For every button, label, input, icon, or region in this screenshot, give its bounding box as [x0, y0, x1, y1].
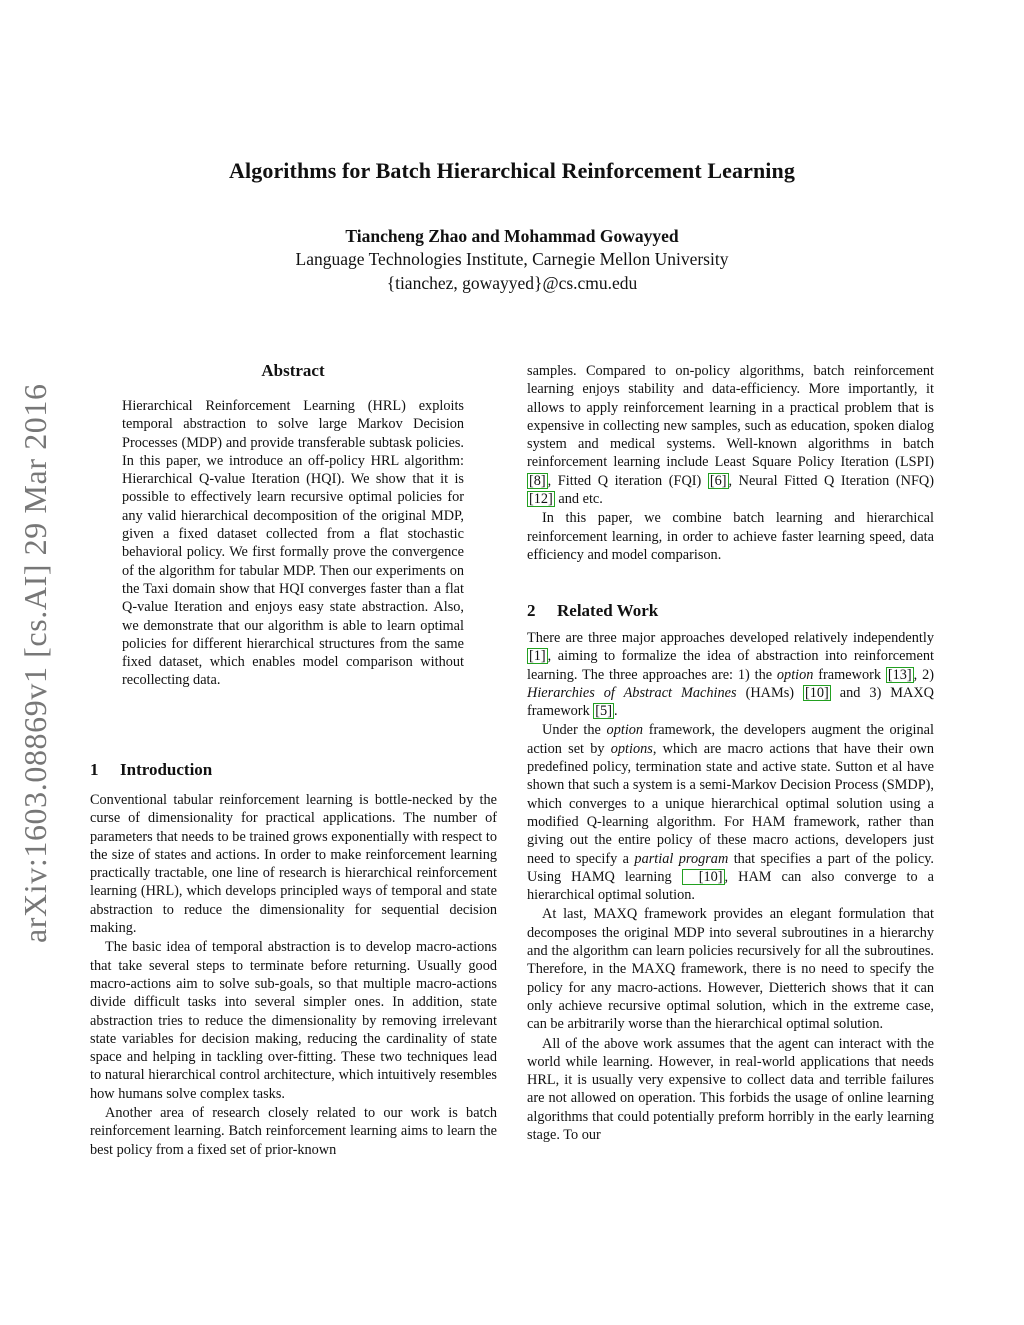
citation-link[interactable]: [13]	[887, 666, 912, 683]
intro-paragraph-3: Another area of research closely related to our work is batch reinforcement learning. Batch reinforcement learning aims to learn the best policy from a fixed set of prior-known	[90, 1105, 497, 1158]
section-2-title: Related Work	[557, 601, 659, 620]
right-paragraph-1	[527, 362, 934, 508]
rw-p1-c: framework	[813, 666, 886, 683]
citation-link[interactable]: [5]	[595, 703, 612, 720]
intro-paragraph-2: The basic idea of temporal abstraction is to develop macro-actions that take several steps to terminate before returning. Usually good macro-actions aim to solve sub-goals, so that multiple macro-actions divide difficult tasks into several simpler ones. In addition, state abstraction tries to reduce the dimensionality by removing irrelevant state variables for decision making, reducing the cardinality of state space and helping in tackling over-fitting. These two techniques lead to natural hierarchical control architecture, which intuitively resembles how humans solve complex tasks.	[90, 939, 497, 1102]
paper-email: {tianchez, gowayyed}@cs.cmu.edu	[386, 273, 638, 293]
section-1-heading	[90, 760, 212, 780]
right-paragraph-2: In this paper, we combine batch learning and hierarchical reinforcement learning, in order to achieve faster learning speed, data efficiency and model comparison.	[527, 510, 934, 563]
rw-p2-options: options	[610, 740, 653, 757]
related-paragraph-3: At last, MAXQ framework provides an elegant formulation that decomposes the original MDP into several subroutines in a hierarchy and the algorithm can learn policies recursively for all the subroutines. Therefore, in the MAXQ framework, there is no need to specify the policy for any macro-actions. However, Dietterich shows that it can only achieve recursive optimal solution, which in the extreme case, can be arbitrarily worse than the hierarchical optimal solution.	[527, 906, 934, 1033]
right-p1-text-b: , Fitted Q iteration (FQI)	[547, 472, 708, 489]
rw-p2-c: , which are macro actions that have their own predefined policy, termination state and active state. Sutton et al have shown that such a system is a semi-Markov Decision Process (SMDP), which converges to a unique hierarchical optimal solution using a modified Q-learning algorithm. For HAM framework, rather than giving out the entire policy of these macro actions, developers just need to specify a	[527, 740, 934, 867]
section-2-heading	[527, 601, 658, 621]
rw-p1-f: and 3) MAXQ framework	[527, 684, 934, 720]
related-paragraph-2	[527, 721, 934, 904]
right-p1-text-c: , Neural Fitted Q Iteration (NFQ)	[728, 472, 934, 489]
citation-link[interactable]: [12]	[529, 491, 553, 508]
related-paragraph-1	[527, 629, 934, 720]
right-p1-text-d: and etc.	[554, 491, 603, 508]
rw-p2-partial: partial program	[634, 850, 729, 867]
rw-p2-e: , HAM can also converge to a hierarchical optimal solution.	[527, 868, 934, 904]
abstract-body	[122, 397, 464, 690]
paper-authors: Tiancheng Zhao and Mohammad Gowayyed	[345, 226, 679, 246]
section-2-number: 2	[527, 601, 536, 620]
rw-p1-a: There are three major approaches developed relatively independently	[527, 630, 934, 646]
citation-link[interactable]: [6]	[709, 472, 727, 489]
citation-link[interactable]: [8]	[529, 472, 546, 489]
citation-link[interactable]: [10]	[805, 684, 829, 701]
right-column-continuation	[527, 362, 934, 564]
rw-p1-option: option	[776, 666, 814, 683]
related-work-body	[527, 629, 934, 1144]
citation-link[interactable]: [10]	[682, 869, 725, 885]
right-p1-text-a: samples. Compared to on-policy algorithms, batch reinforcement learning enjoys stability and data-efficiency. More importantly, it allows to apply reinforcement learning in a practical problem that is expensive in collecting new samples, such as education, spoken dialog system and medical systems. Well-known algorithms in batch reinforcement learning include Least Square Policy Iteration (LSPI)	[527, 363, 934, 471]
abstract-heading: Abstract	[261, 361, 325, 380]
rw-p2-option: option	[606, 722, 644, 739]
rw-p1-ham: Hierarchies of Abstract Machines	[527, 684, 737, 701]
introduction-body	[90, 791, 497, 1159]
intro-paragraph-1: Conventional tabular reinforcement learning is bottle-necked by the curse of dimensionality for practical applications. The number of parameters that needs to be trained grows exponentially with respect to the size of states and actions. In order to make reinforcement learning practically tractable, one line of research is hierarchical reinforcement learning (HRL), which develops principled ways of temporal and state abstraction to reduce the dimensionality for sequential decision making.	[90, 792, 497, 937]
section-1-title: Introduction	[120, 760, 213, 779]
paper-affiliation: Language Technologies Institute, Carnegie Mellon University	[295, 249, 729, 269]
citation-link[interactable]: [1]	[529, 648, 546, 665]
related-paragraph-4: All of the above work assumes that the agent can interact with the world while learning. However, in real-world applications that needs HRL, it is usually very expensive to collect data and terrible failures are not allowed on operation. This forbids the usage of online learning algorithms that could potentially preform horribly in the early learning stage. To our	[527, 1035, 934, 1144]
rw-p2-a: Under the	[542, 722, 607, 739]
rw-p2-d: that specifies a part of the policy. Using HAMQ learning	[527, 850, 934, 885]
rw-p1-e: (HAMs)	[736, 684, 803, 701]
rw-p1-g: .	[613, 703, 618, 720]
arxiv-stamp: arXiv:1603.08869v1 [cs.AI] 29 Mar 2016	[17, 383, 53, 943]
section-1-number: 1	[90, 760, 99, 779]
abstract-text: Hierarchical Reinforcement Learning (HRL) exploits temporal abstraction to solve large Markov Decision Processes (MDP) and provide transferable subtask policies. In this paper, we introduce an off-policy HRL algorithm: Hierarchical Q-value Iteration (HQI). We show that it is possible to effectively learn recursive optimal policies for any valid hierarchical decomposition of the original MDP, given a fixed dataset collected from a flat stochastic behavioral policy. We first formally prove the convergence of the algorithm for tabular MDP. Then our experiments on the Taxi domain show that HQI converges faster than a flat Q-value Iteration and enjoys easy state abstraction. Also, we demonstrate that our algorithm is able to learn optimal policies for different hierarchical structures from the same fixed dataset, which enables model comparison without recollecting data.	[122, 398, 464, 689]
rw-p1-d: , 2)	[913, 666, 934, 683]
rw-p2-b: framework, the developers augment the original action set by	[527, 722, 934, 757]
paper-title: Algorithms for Batch Hierarchical Reinforcement Learning	[229, 158, 795, 183]
rw-p1-b: , aiming to formalize the idea of abstraction into reinforcement learning. The three approaches are: 1) the	[527, 648, 934, 683]
